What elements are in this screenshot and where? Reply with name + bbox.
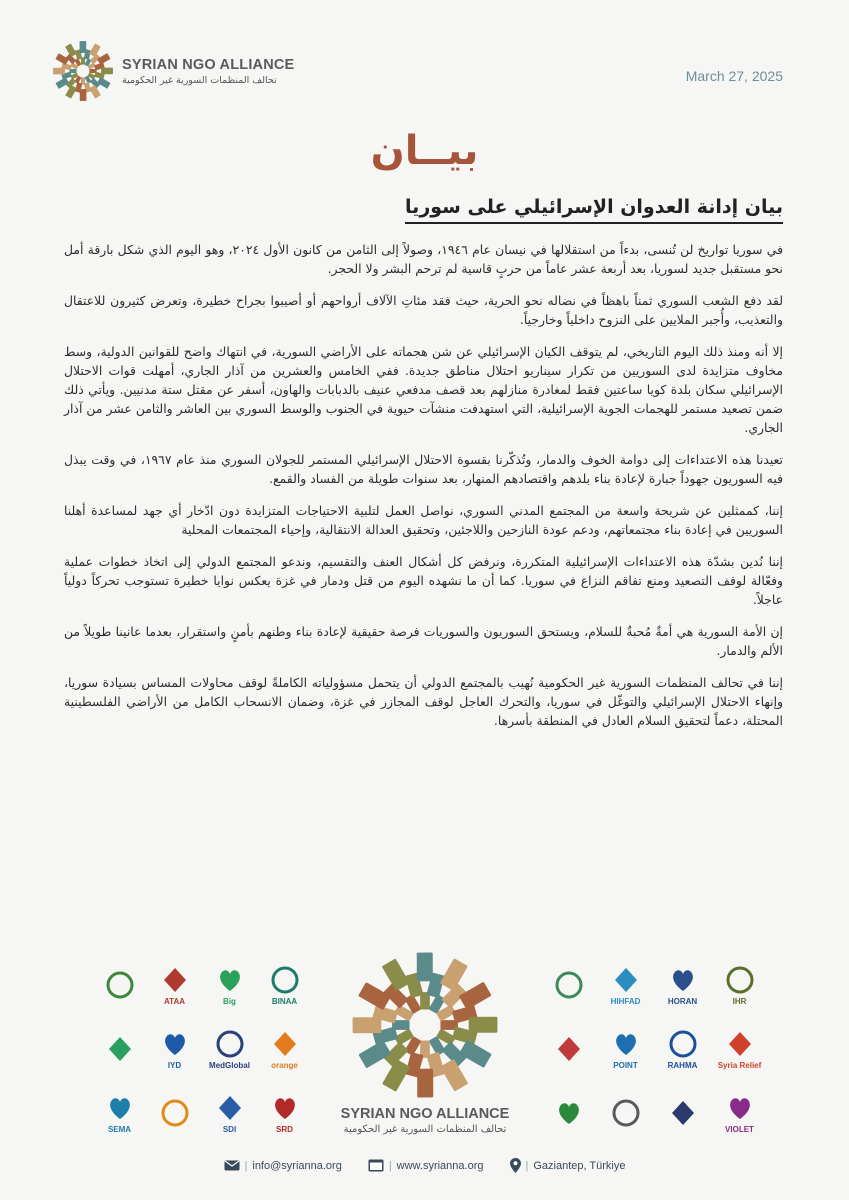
header-logo [52, 40, 294, 102]
partner-emblem-icon [270, 965, 300, 995]
partner-emblem-icon [270, 1029, 300, 1059]
partner-logo [92, 1088, 147, 1138]
partner-logo [257, 1024, 312, 1074]
partner-logo [202, 960, 257, 1010]
logo-petal [65, 43, 77, 57]
partner-logo [540, 1088, 597, 1138]
partner-logo [92, 960, 147, 1010]
logo-petal [358, 1040, 391, 1068]
partner-emblem-icon [215, 1029, 245, 1059]
logo-petal [101, 68, 113, 75]
partner-logo [654, 1024, 711, 1074]
logo-petal [382, 958, 410, 991]
paragraph: إلا أنه ومنذ ذلك اليوم التاريخي، لم يتوقف الكيان الإسرائيلي عن شن هجماته على الأراضي السورية، في انتهاك واضح للقوانين الدولية، وسط مخاوف متزايدة لدى السوريين من تكرار سيناريو احتلال مناطق جديدة. ففي الخامس والعشرين من آذار الجاري، أمهلت قوات الاحتلال الإسرائيلي سكان بلدة كويا ساعتين فقط لمغادرة منازلهم بعد قصف مدفعي عنيف بالدبابات والهاون، أسفر عن مقتل ستة مدنيين. ويأتي ذلك ضمن تصعيد مستمر للهجمات الجوية الإسرائيلية، التي استهدفت منشآت حيوية في الجنوب والوسط السوري بين العاشر والثامن عشر من آذار الجاري. [64, 344, 783, 435]
partner-name: ATAA [163, 996, 186, 1006]
partner-emblem-icon [554, 970, 584, 1000]
partner-emblem-icon [215, 1093, 245, 1123]
partner-logo [711, 960, 768, 1010]
partner-emblem-icon [160, 1098, 190, 1128]
location-pin-icon [510, 1158, 521, 1173]
partner-logo [711, 1088, 768, 1138]
logo-petal [440, 1059, 468, 1092]
partner-name: Big [223, 996, 236, 1006]
partner-logo [597, 1024, 654, 1074]
statement-title: بيان إدانة العدوان الإسرائيلي على سوريا [405, 196, 783, 224]
partner-emblem-icon [611, 1029, 641, 1059]
location-text: Gaziantep, Türkiye [533, 1159, 626, 1172]
partner-name: RAHMA [667, 1060, 698, 1070]
logo-petal [358, 982, 391, 1010]
logo-petal [65, 85, 77, 99]
logo-petal [469, 1017, 498, 1033]
partner-emblem-icon [215, 965, 245, 995]
partner-logo [654, 1088, 711, 1138]
footer-website[interactable] [368, 1159, 484, 1172]
statement-body [64, 240, 783, 743]
partner-emblem-icon [668, 965, 698, 995]
separator: | [525, 1159, 529, 1172]
document-date: March 27, 2025 [685, 68, 783, 84]
website-text[interactable]: www.syrianna.org [396, 1159, 484, 1172]
separator: | [244, 1159, 248, 1172]
partner-name: Syria Relief [717, 1060, 762, 1070]
logo-petal [55, 53, 69, 65]
partner-name: BINAA [271, 996, 298, 1006]
partner-emblem-icon [668, 1029, 698, 1059]
logo-petal [89, 85, 101, 99]
title-block [405, 196, 783, 224]
partner-emblem-icon [270, 1093, 300, 1123]
partner-emblem-icon [725, 1029, 755, 1059]
partner-name: POINT [613, 1060, 638, 1070]
logo-petal [459, 982, 492, 1010]
partner-emblem-icon [105, 970, 135, 1000]
paragraph: إننا، كممثلين عن شريحة واسعة من المجتمع المدني السوري، نواصل العمل لتلبية الاحتياجات المتزايدة دون ادّخار أي جهد لمساعدة أهلنا السوريين في إعادة بناء مجتمعاتهم، ودعم عودة النازحين واللاجئين، وتحقيق العدالة الانتقالية، وإحياء المجتمعات المحلية [64, 503, 783, 537]
paragraph: تعيدنا هذه الاعتداءات إلى دوامة الخوف والدمار، وتُذكّرنا بقسوة الاحتلال الإسرائيلي المستمر للجولان السوري منذ عام ١٩٦٧، في وقت يبذل فيه السوريون جهوداً جبارة لإعادة بناء بلدهم واقتصادهم المنهار، بعد سنوات طويلة من الفساد والقمع. [64, 452, 783, 486]
partner-logo [147, 1024, 202, 1074]
partner-logos-right [540, 960, 768, 1138]
partner-emblem-icon [611, 965, 641, 995]
separator: | [388, 1159, 392, 1172]
logo-petal [80, 41, 87, 53]
partner-logo [257, 960, 312, 1010]
org-name-ar: تحالف المنظمات السورية غير الحكومية [122, 74, 277, 86]
logo-petal [89, 43, 101, 57]
alliance-logo-mark [52, 40, 114, 102]
partner-logo [147, 960, 202, 1010]
logo-petal [55, 77, 69, 89]
partner-name: MedGlobal [209, 1060, 250, 1070]
browser-icon [368, 1159, 384, 1172]
paragraph: إن الأمة السورية هي أمةٌ مُحبةٌ للسلام، ويستحق السوريون والسوريات فرصة حقيقية لإعادة بناء وطنهم بأمنٍ واستقرار، بعدما عانينا طويلاً من الألم والدمار. [64, 624, 783, 658]
center-alliance-logo [330, 950, 520, 1135]
partner-emblem-icon [725, 1093, 755, 1123]
footer-email[interactable] [224, 1160, 342, 1172]
partner-emblem-icon [160, 965, 190, 995]
partner-emblem-icon [611, 1098, 641, 1128]
partner-emblem-icon [105, 1093, 135, 1123]
paragraph: إننا في تحالف المنظمات السورية غير الحكومية نُهيب بالمجتمع الدولي أن يتحمل مسؤولياته الكاملةً لوقف محاولات المساس بسيادة سوريا، وإنهاء الاحتلال الإسرائيلي والتوغّل في سوريا، والتحرك العاجل لوقف المجازر في غزة، وضمان الانسحاب الكامل من الأراضي الفلسطينية المحتلة، دعماً لتحقيق السلام العادل في المنطقة بأسرها. [64, 675, 783, 728]
partner-emblem-icon [554, 1098, 584, 1128]
partner-logo [202, 1024, 257, 1074]
partner-logos-left [92, 960, 312, 1138]
partner-name: orange [271, 1060, 298, 1070]
partner-logo [711, 1024, 768, 1074]
logo-petal [53, 68, 65, 75]
logo-petal [417, 1069, 433, 1098]
org-name-en-large: SYRIAN NGO ALLIANCE [340, 1106, 510, 1122]
logo-petal [417, 953, 433, 982]
partner-logo [654, 960, 711, 1010]
partner-emblem-icon [554, 1034, 584, 1064]
partner-logo [540, 960, 597, 1010]
footer-contacts [0, 1158, 849, 1173]
partner-name: SEMA [107, 1124, 132, 1134]
partner-logo [597, 1088, 654, 1138]
partner-logo [257, 1088, 312, 1138]
logo-petal [382, 1059, 410, 1092]
document-type-heading: بيــان [370, 128, 479, 174]
logo-petal [97, 77, 111, 89]
paragraph: إننا نُدين بشدّة هذه الاعتداءات الإسرائيلية المتكررة، ونرفض كل أشكال العنف والتقسيم، وندعو المجتمع الدولي إلى اتخاذ خطوات عملية وفعّالة لوقف التصعيد ومنع تفاقم النزاع في سوريا. كما أن ما نشهده اليوم من قتل ودمار في غزة يعكس نوايا خطيرة تستوجب تحركاً دولياً عاجلاً. [64, 554, 783, 607]
logo-petal [353, 1017, 382, 1033]
partner-name: VIOLET [725, 1124, 754, 1134]
partner-logo [202, 1088, 257, 1138]
partner-name: SDI [222, 1124, 237, 1134]
org-name-en: SYRIAN NGO ALLIANCE [122, 56, 295, 73]
partner-emblem-icon [105, 1034, 135, 1064]
email-text[interactable]: info@syrianna.org [252, 1159, 342, 1172]
org-name-ar-large: تحالف المنظمات السورية غير الحكومية [343, 1124, 507, 1135]
partner-emblem-icon [160, 1029, 190, 1059]
partner-logo [92, 1024, 147, 1074]
partner-emblem-icon [668, 1098, 698, 1128]
partner-logo [540, 1024, 597, 1074]
partner-logo [147, 1088, 202, 1138]
partner-name: HORAN [667, 996, 698, 1006]
paragraph: في سوريا تواريخ لن تُنسى، بدءاً من استقلالها في نيسان عام ١٩٤٦، وصولاً إلى الثامن من كانون الأول ٢٠٢٤، وهو اليوم الذي شكل بارقة أمل نحو مستقبل جديد لسوريا، بعد أربعة عشر عاماً من حربٍ قاسية لم ترحم البشر ولا الحجر. [64, 242, 784, 276]
footer-location [510, 1158, 626, 1173]
partner-logo [597, 960, 654, 1010]
partner-name: IYD [167, 1060, 182, 1070]
partner-name: IHR [732, 996, 747, 1006]
partner-emblem-icon [725, 965, 755, 995]
email-icon [224, 1160, 240, 1171]
paragraph: لقد دفع الشعب السوري ثمناً باهظاً في نضاله نحو الحرية، حيث فقد مئاتِ الآلاف أرواحهم أو أصيبوا بجراح خطيرة، وتعرض كثيرون للاعتقال والتعذيب، وأُجبر الملايين على النزوح داخلياً وخارجياً. [64, 293, 783, 327]
logo-petal [440, 958, 468, 991]
logo-petal [80, 89, 87, 101]
partner-name: SRD [276, 1124, 293, 1134]
alliance-logo-mark-large [350, 950, 500, 1100]
logo-petal [459, 1040, 492, 1068]
logo-petal [97, 53, 111, 65]
partner-name: HIHFAD [610, 996, 641, 1006]
